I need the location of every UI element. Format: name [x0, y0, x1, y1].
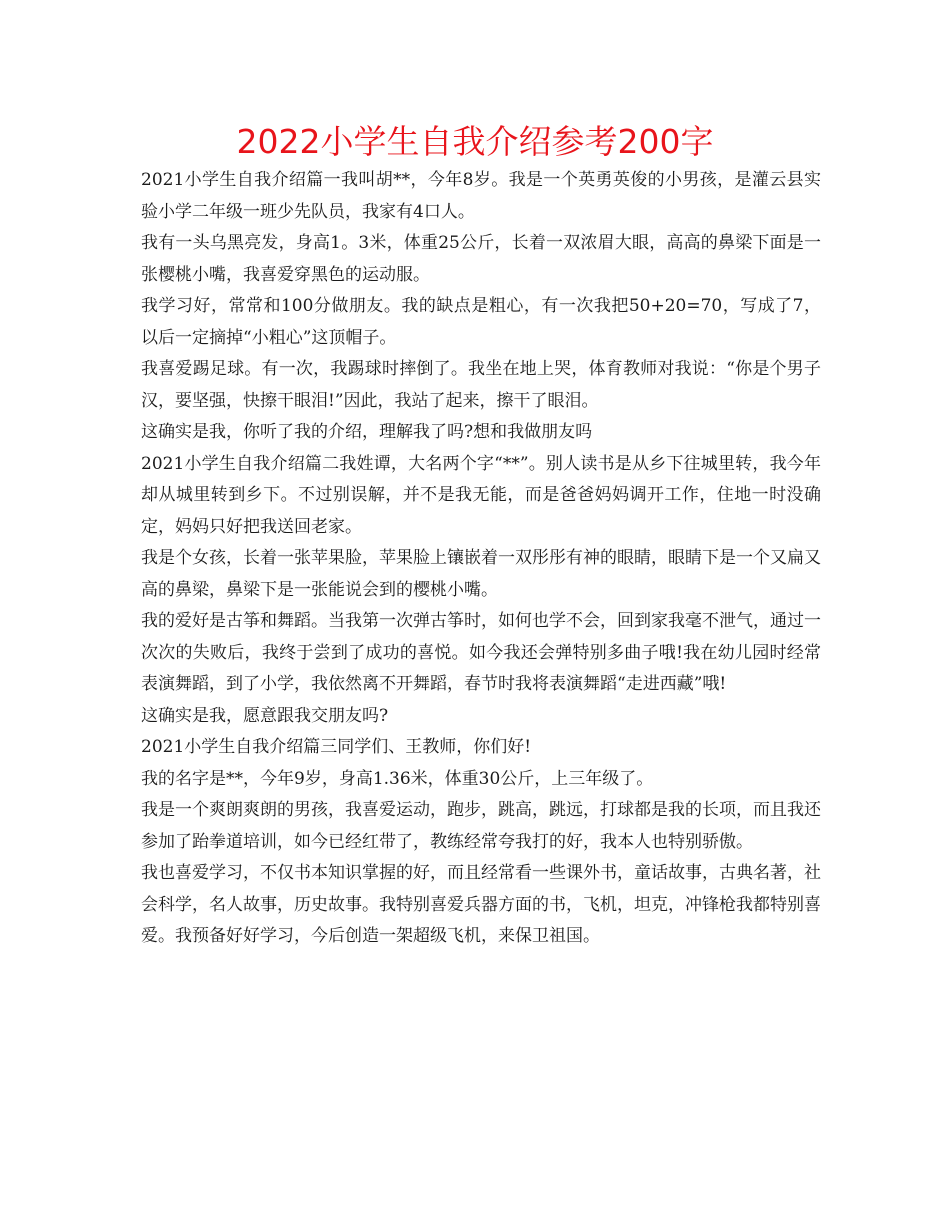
document-title: 2022小学生自我介绍参考200字	[236, 122, 714, 161]
paragraph-7: 我是个女孩，长着一张苹果脸，苹果脸上镶嵌着一双彤彤有神的眼睛，眼睛下是一个又扁又高的鼻梁，鼻梁下是一张能说会到的樱桃小嘴。	[141, 548, 821, 600]
paragraph-1: 2021小学生自我介绍篇一我叫胡**，今年8岁。我是一个英勇英俊的小男孩，是灌云县实验小学二年级一班少先队员，我家有4口人。	[141, 170, 821, 222]
paragraph-12: 我是一个爽朗爽朗的男孩，我喜爱运动，跑步，跳高，跳远，打球都是我的长项，而且我还参加了跆拳道培训，如今已经红带了，教练经常夸我打的好，我本人也特别骄傲。	[141, 800, 821, 852]
paragraph-5: 这确实是我，你听了我的介绍，理解我了吗?想和我做朋友吗	[141, 422, 593, 442]
paragraph-9: 这确实是我，愿意跟我交朋友吗?	[141, 705, 389, 726]
paragraph-4: 我喜爱踢足球。有一次，我踢球时摔倒了。我坐在地上哭，体育教师对我说：“你是个男子汉，要坚强，快擦干眼泪!”因此，我站了起来，擦干了眼泪。	[141, 359, 821, 411]
paragraph-6: 2021小学生自我介绍篇二我姓谭，大名两个字“**”。别人读书是从乡下往城里转，我今年却从城里转到乡下。不过别误解，并不是我无能，而是爸爸妈妈调开工作，住地一时没确定，妈妈只好把我送回老家。	[141, 453, 821, 537]
paragraph-11: 我的名字是**，今年9岁，身高1.36米，体重30公斤，上三年级了。	[141, 768, 654, 789]
paragraph-2: 我有一头乌黑亮发，身高1。3米，体重25公斤，长着一双浓眉大眼，高高的鼻梁下面是一张樱桃小嘴，我喜爱穿黑色的运动服。	[141, 233, 821, 285]
paragraph-3: 我学习好，常常和100分做朋友。我的缺点是粗心，有一次我把50+20=70，写成了7，以后一定摘掉“小粗心”这顶帽子。	[141, 296, 821, 348]
paragraph-10: 2021小学生自我介绍篇三同学们、王教师，你们好!	[141, 737, 532, 757]
paragraph-8: 我的爱好是古筝和舞蹈。当我第一次弹古筝时，如何也学不会，回到家我毫不泄气，通过一次次的失败后，我终于尝到了成功的喜悦。如今我还会弹特别多曲子哦!我在幼儿园时经常表演舞蹈，到了小学，我依然离不开舞蹈，春节时我将表演舞蹈“走进西藏”哦!	[141, 611, 821, 694]
paragraph-13: 我也喜爱学习，不仅书本知识掌握的好，而且经常看一些课外书，童话故事，古典名著，社会科学，名人故事，历史故事。我特别喜爱兵器方面的书，飞机，坦克，冲锋枪我都特别喜爱。我预备好好学习，今后创造一架超级飞机，来保卫祖国。	[141, 863, 821, 946]
document-body	[141, 165, 821, 953]
